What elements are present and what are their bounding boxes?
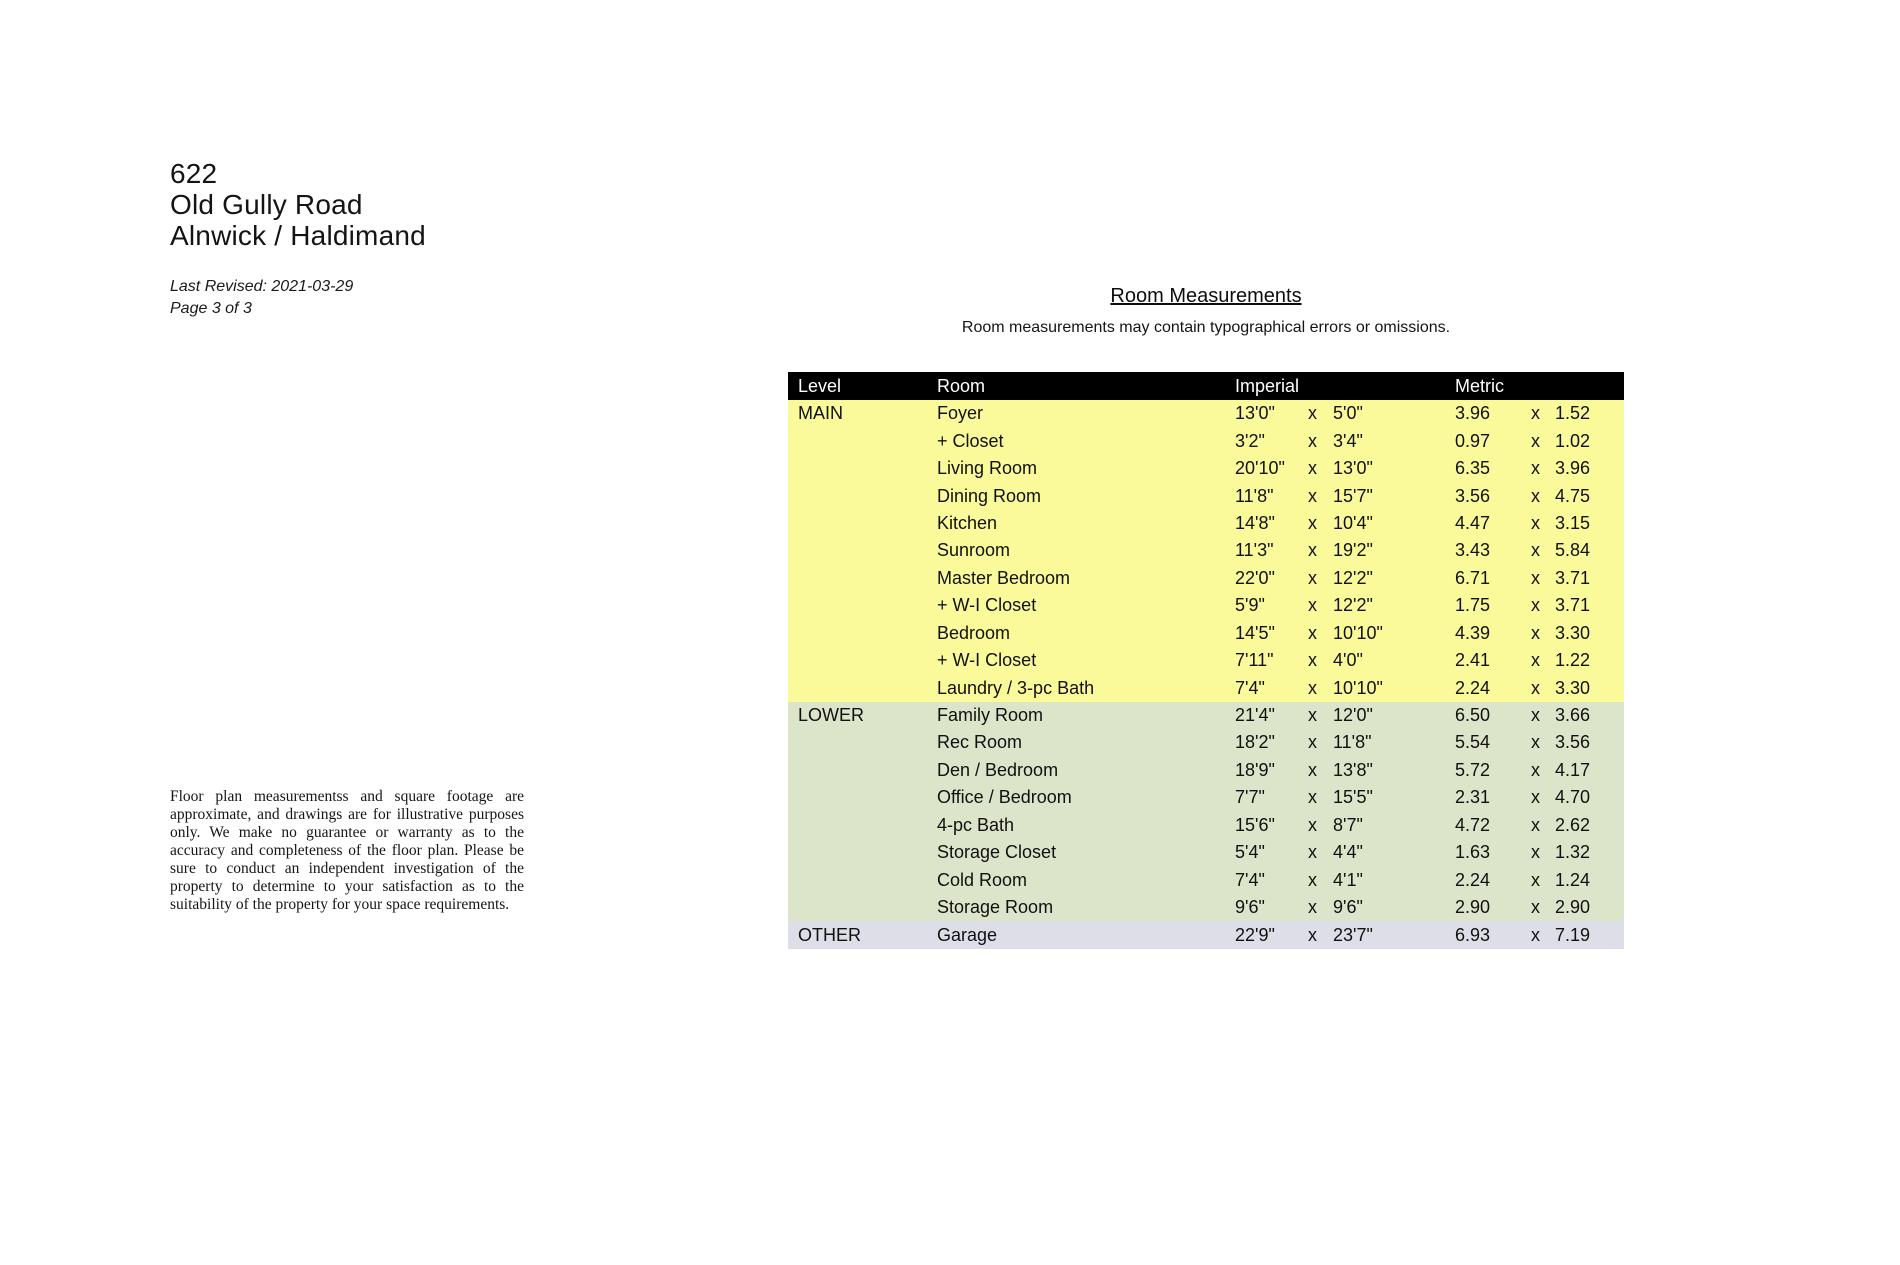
cell-metric-width: 5.54 — [1455, 732, 1491, 753]
x-separator: x — [1531, 512, 1540, 533]
cell-imperial-height: 10'10" — [1333, 622, 1383, 643]
cell-imperial-width: 20'10" — [1235, 458, 1285, 479]
cell-imperial-height: 5'0" — [1333, 403, 1363, 424]
cell-level: LOWER — [798, 705, 865, 726]
cell-imperial-height: 4'0" — [1333, 650, 1363, 671]
x-separator: x — [1308, 732, 1317, 753]
cell-metric-height: 3.71 — [1555, 595, 1591, 616]
address-street-name: Old Gully Road — [170, 189, 363, 220]
cell-imperial-width: 18'9" — [1235, 759, 1275, 780]
cell-imperial-height: 23'7" — [1333, 924, 1373, 945]
table-row — [788, 620, 1624, 647]
x-separator: x — [1308, 924, 1317, 945]
table-row — [788, 427, 1624, 454]
table-row — [788, 537, 1624, 564]
cell-metric-width: 6.50 — [1455, 705, 1491, 726]
table-subtitle: Room measurements may contain typographical errors or omissions. — [961, 319, 1451, 336]
x-separator: x — [1308, 403, 1317, 424]
cell-metric-width: 5.72 — [1455, 759, 1491, 780]
cell-room: Dining Room — [937, 485, 1042, 506]
table-row — [788, 839, 1624, 866]
table-row — [788, 510, 1624, 537]
table-row — [788, 866, 1624, 893]
cell-level: MAIN — [798, 403, 843, 424]
x-separator: x — [1308, 814, 1317, 835]
cell-metric-height: 4.17 — [1555, 759, 1591, 780]
x-separator: x — [1531, 595, 1540, 616]
table-row — [788, 757, 1624, 784]
table-row — [788, 812, 1624, 839]
cell-room: Kitchen — [937, 512, 998, 533]
x-separator: x — [1531, 814, 1540, 835]
cell-metric-width: 3.96 — [1455, 403, 1491, 424]
header-metric: Metric — [1455, 375, 1504, 396]
cell-metric-width: 2.24 — [1455, 869, 1491, 890]
x-separator: x — [1531, 705, 1540, 726]
cell-metric-width: 6.35 — [1455, 458, 1491, 479]
header-level: Level — [798, 375, 842, 396]
cell-level: OTHER — [798, 924, 861, 945]
cell-imperial-width: 14'8" — [1235, 512, 1275, 533]
x-separator: x — [1308, 622, 1317, 643]
header-imperial: Imperial — [1235, 375, 1300, 396]
cell-metric-height: 3.71 — [1555, 567, 1591, 588]
cell-imperial-height: 15'5" — [1333, 787, 1373, 808]
cell-metric-width: 3.56 — [1455, 485, 1491, 506]
cell-metric-width: 4.39 — [1455, 622, 1491, 643]
cell-metric-height: 3.30 — [1555, 677, 1591, 698]
cell-room: Master Bedroom — [937, 567, 1071, 588]
cell-metric-height: 1.02 — [1555, 430, 1591, 451]
cell-imperial-width: 18'2" — [1235, 732, 1275, 753]
x-separator: x — [1531, 677, 1540, 698]
x-separator: x — [1308, 787, 1317, 808]
x-separator: x — [1531, 485, 1540, 506]
cell-metric-height: 3.66 — [1555, 705, 1591, 726]
last-revised-label: Last Revised: 2021-03-29 — [170, 278, 354, 295]
cell-imperial-width: 7'11" — [1235, 650, 1274, 671]
cell-room: Den / Bedroom — [937, 759, 1059, 780]
table-row — [788, 674, 1624, 701]
x-separator: x — [1531, 869, 1540, 890]
cell-imperial-width: 15'6" — [1235, 814, 1275, 835]
cell-imperial-height: 12'2" — [1333, 595, 1373, 616]
table-row — [788, 921, 1624, 948]
table-row — [788, 784, 1624, 811]
cell-imperial-height: 4'1" — [1333, 869, 1363, 890]
table-row — [788, 565, 1624, 592]
x-separator: x — [1531, 430, 1540, 451]
cell-imperial-width: 13'0" — [1235, 403, 1275, 424]
cell-room: + W-I Closet — [937, 650, 1037, 671]
cell-imperial-width: 5'9" — [1235, 595, 1265, 616]
x-separator: x — [1531, 458, 1540, 479]
x-separator: x — [1308, 842, 1317, 863]
x-separator: x — [1308, 759, 1317, 780]
cell-imperial-width: 7'4" — [1235, 677, 1265, 698]
cell-metric-width: 4.72 — [1455, 814, 1491, 835]
cell-metric-width: 3.43 — [1455, 540, 1491, 561]
cell-imperial-height: 12'2" — [1333, 567, 1373, 588]
x-separator: x — [1308, 430, 1317, 451]
page-number-label: Page 3 of 3 — [170, 300, 252, 317]
cell-metric-height: 1.52 — [1555, 403, 1591, 424]
table-row — [788, 400, 1624, 427]
cell-metric-width: 2.31 — [1455, 787, 1491, 808]
x-separator: x — [1531, 622, 1540, 643]
cell-room: Storage Closet — [937, 842, 1057, 863]
cell-room: Living Room — [937, 458, 1038, 479]
table-header-row — [788, 372, 1624, 400]
table-row — [788, 482, 1624, 509]
cell-imperial-height: 12'0" — [1333, 705, 1373, 726]
cell-room: Family Room — [937, 705, 1044, 726]
cell-imperial-width: 7'4" — [1235, 869, 1265, 890]
cell-room: Cold Room — [937, 869, 1028, 890]
cell-metric-height: 7.19 — [1555, 924, 1591, 945]
cell-metric-width: 2.41 — [1455, 650, 1491, 671]
cell-room: + W-I Closet — [937, 595, 1037, 616]
x-separator: x — [1308, 650, 1317, 671]
cell-imperial-height: 19'2" — [1333, 540, 1373, 561]
address-municipality: Alnwick / Haldimand — [170, 220, 426, 251]
table-row — [788, 702, 1624, 729]
x-separator: x — [1531, 924, 1540, 945]
cell-imperial-height: 3'4" — [1333, 430, 1363, 451]
x-separator: x — [1531, 787, 1540, 808]
table-row — [788, 894, 1624, 921]
x-separator: x — [1308, 897, 1317, 918]
cell-room: Foyer — [937, 403, 984, 424]
cell-room: Office / Bedroom — [937, 787, 1072, 808]
table-row — [788, 455, 1624, 482]
cell-room: Laundry / 3-pc Bath — [937, 677, 1095, 698]
cell-metric-width: 6.93 — [1455, 924, 1491, 945]
cell-imperial-width: 9'6" — [1235, 897, 1265, 918]
cell-imperial-height: 10'4" — [1333, 512, 1373, 533]
cell-imperial-height: 10'10" — [1333, 677, 1383, 698]
cell-imperial-height: 4'4" — [1333, 842, 1363, 863]
x-separator: x — [1308, 458, 1317, 479]
header-room: Room — [937, 375, 986, 396]
x-separator: x — [1531, 403, 1540, 424]
cell-imperial-width: 11'8" — [1235, 485, 1274, 506]
cell-imperial-width: 22'9" — [1235, 924, 1275, 945]
cell-metric-height: 3.96 — [1555, 458, 1591, 479]
cell-imperial-height: 15'7" — [1333, 485, 1373, 506]
x-separator: x — [1308, 869, 1317, 890]
x-separator: x — [1531, 759, 1540, 780]
cell-imperial-width: 14'5" — [1235, 622, 1275, 643]
cell-room: 4-pc Bath — [937, 814, 1015, 835]
cell-imperial-height: 13'0" — [1333, 458, 1373, 479]
cell-imperial-width: 3'2" — [1235, 430, 1265, 451]
cell-metric-height: 5.84 — [1555, 540, 1591, 561]
cell-imperial-width: 5'4" — [1235, 842, 1265, 863]
x-separator: x — [1531, 897, 1540, 918]
property-address — [170, 158, 426, 251]
cell-imperial-width: 11'3" — [1235, 540, 1274, 561]
cell-room: Rec Room — [937, 732, 1023, 753]
x-separator: x — [1308, 485, 1317, 506]
cell-imperial-height: 8'7" — [1333, 814, 1363, 835]
cell-metric-width: 1.75 — [1455, 595, 1491, 616]
cell-metric-height: 2.62 — [1555, 814, 1591, 835]
cell-metric-width: 4.47 — [1455, 512, 1491, 533]
cell-metric-height: 1.24 — [1555, 869, 1591, 890]
cell-metric-height: 3.15 — [1555, 512, 1591, 533]
cell-metric-width: 2.24 — [1455, 677, 1491, 698]
table-row — [788, 729, 1624, 756]
disclaimer-text: Floor plan measurementss and square footage are approximate, and drawings are for illustrative purposes only. We make no guarantee or warranty as to the accuracy and completeness of the floor plan. Please be sure to conduct an independent investigation of the property to determine to your satisfaction as to the suitability of the property for your space requirements. — [170, 788, 524, 913]
cell-imperial-width: 7'7" — [1235, 787, 1265, 808]
x-separator: x — [1531, 567, 1540, 588]
revision-info — [170, 276, 353, 320]
table-title: Room Measurements — [1110, 285, 1302, 307]
cell-room: + Closet — [937, 430, 1004, 451]
cell-metric-height: 2.90 — [1555, 897, 1591, 918]
room-measurements-table — [788, 372, 1624, 949]
cell-metric-height: 1.32 — [1555, 842, 1591, 863]
x-separator: x — [1308, 595, 1317, 616]
room-table-body — [788, 400, 1624, 949]
x-separator: x — [1308, 567, 1317, 588]
cell-room: Sunroom — [937, 540, 1011, 561]
x-separator: x — [1308, 512, 1317, 533]
cell-metric-width: 6.71 — [1455, 567, 1491, 588]
cell-metric-width: 0.97 — [1455, 430, 1491, 451]
address-street-number: 622 — [170, 158, 218, 189]
cell-imperial-height: 9'6" — [1333, 897, 1363, 918]
cell-metric-height: 3.30 — [1555, 622, 1591, 643]
cell-imperial-height: 11'8" — [1333, 732, 1372, 753]
table-row — [788, 592, 1624, 619]
x-separator: x — [1308, 677, 1317, 698]
cell-metric-height: 4.75 — [1555, 485, 1591, 506]
cell-metric-width: 1.63 — [1455, 842, 1491, 863]
x-separator: x — [1531, 540, 1540, 561]
x-separator: x — [1308, 705, 1317, 726]
cell-imperial-height: 13'8" — [1333, 759, 1373, 780]
table-row — [788, 647, 1624, 674]
x-separator: x — [1531, 732, 1540, 753]
cell-room: Bedroom — [937, 622, 1011, 643]
cell-imperial-width: 21'4" — [1235, 705, 1275, 726]
cell-metric-height: 3.56 — [1555, 732, 1591, 753]
cell-imperial-width: 22'0" — [1235, 567, 1275, 588]
x-separator: x — [1531, 650, 1540, 671]
cell-metric-height: 4.70 — [1555, 787, 1591, 808]
cell-metric-height: 1.22 — [1555, 650, 1591, 671]
x-separator: x — [1531, 842, 1540, 863]
x-separator: x — [1308, 540, 1317, 561]
cell-room: Storage Room — [937, 897, 1054, 918]
cell-room: Garage — [937, 924, 998, 945]
cell-metric-width: 2.90 — [1455, 897, 1491, 918]
